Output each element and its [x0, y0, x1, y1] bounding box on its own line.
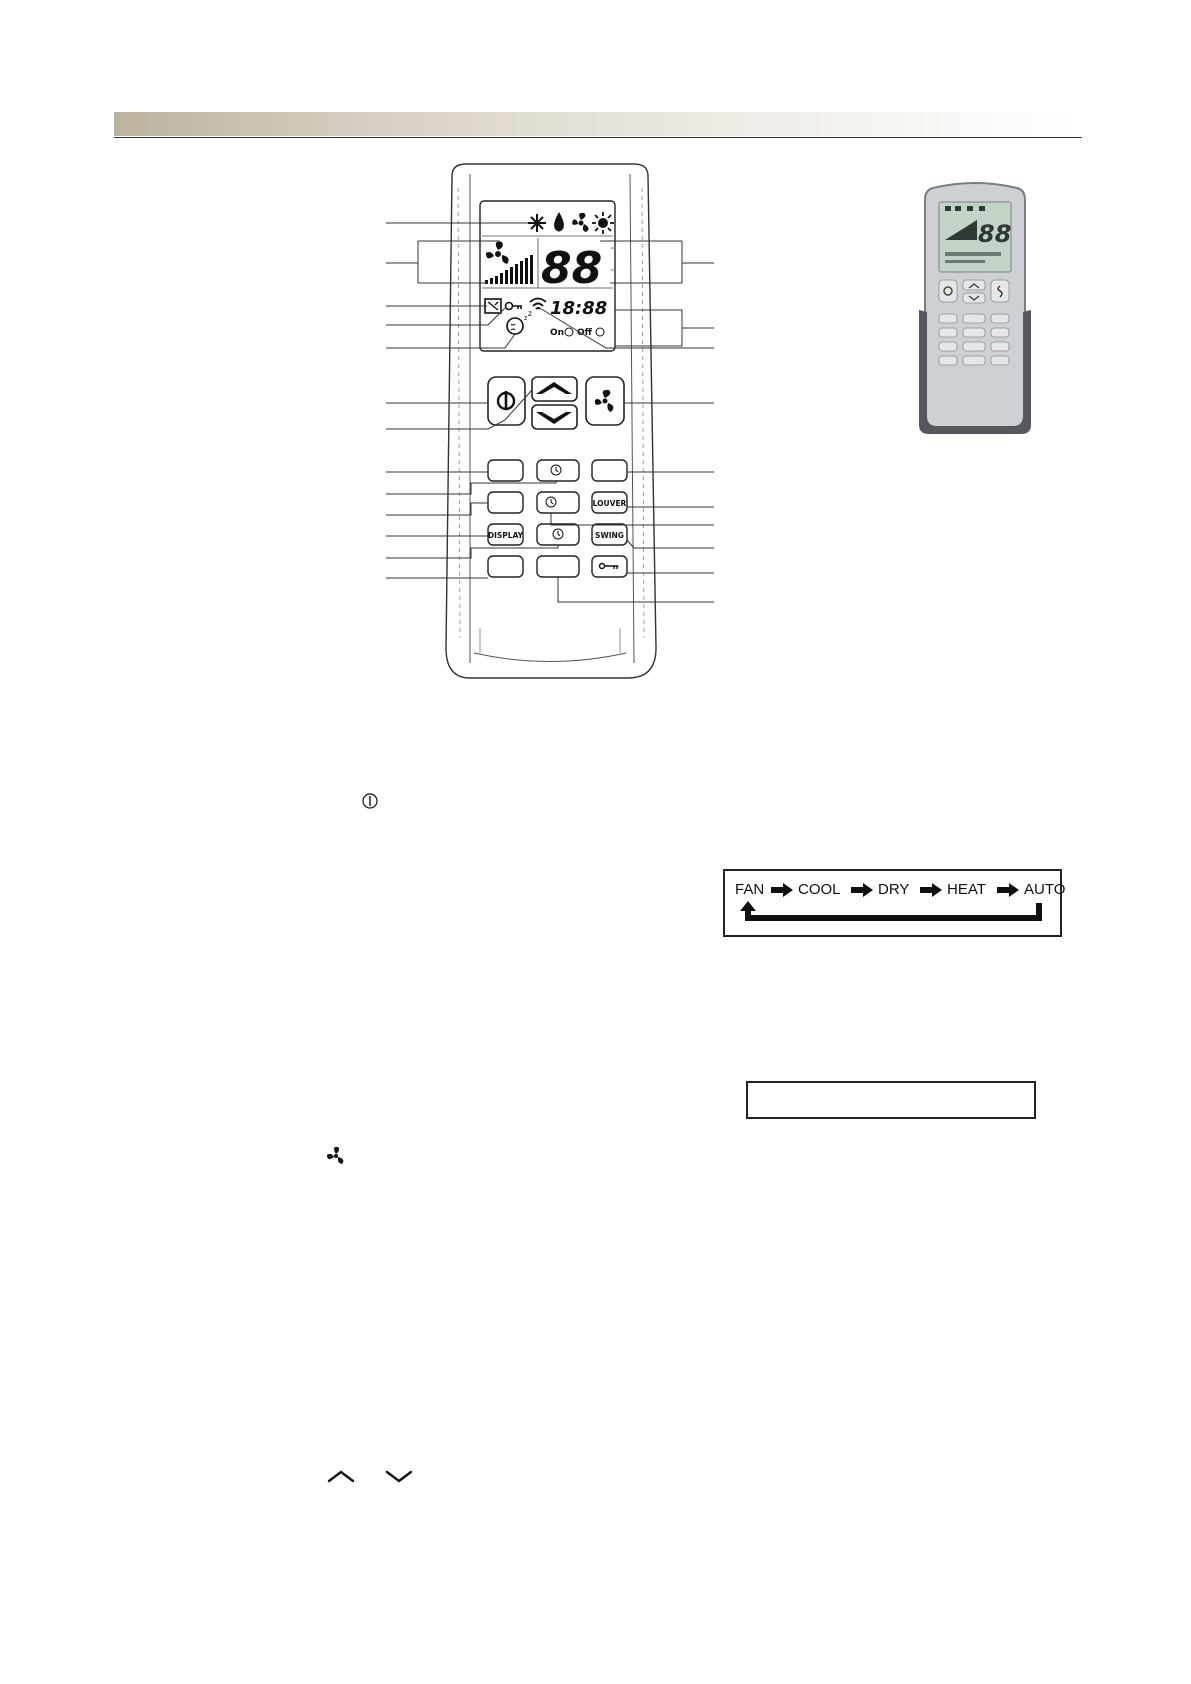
leader-lines-right — [538, 241, 714, 602]
svg-text:z: z — [524, 315, 528, 322]
remote-bottom-curve — [474, 653, 626, 662]
timer-button-1 — [537, 460, 579, 481]
return-arrow-icon — [735, 901, 1055, 931]
fan-speed-icon — [486, 242, 509, 264]
lcd-off-label: Off — [577, 328, 592, 338]
mode-auto-label: AUTO — [1024, 881, 1066, 898]
remote-bottom-panel — [480, 628, 620, 653]
photo-down-button — [963, 293, 985, 303]
sleep-icon — [507, 309, 532, 334]
photo-power-button — [939, 280, 957, 302]
timer-button-2 — [537, 492, 579, 513]
left-button-2 — [488, 492, 523, 513]
arrow-right-icon — [920, 883, 942, 897]
mode-cycle-box — [723, 869, 1066, 937]
svg-text:°: ° — [611, 247, 614, 254]
lcd-on-label: On — [550, 328, 565, 338]
mode-button — [488, 460, 523, 481]
sun-icon — [592, 212, 614, 234]
display-label: DISPLAY — [487, 531, 524, 540]
lcd-clock-digits: 18:88 — [550, 298, 608, 319]
temp-down-button — [532, 405, 577, 429]
arrow-right-icon — [771, 883, 793, 897]
swing-label: SWING — [595, 531, 624, 540]
arrow-right-icon — [997, 883, 1019, 897]
right-button-1 — [592, 460, 627, 481]
drop-icon — [554, 212, 564, 232]
key-icon — [506, 303, 523, 310]
down-chevron-icon — [384, 1468, 414, 1484]
header-rule — [114, 137, 1082, 138]
up-chevron-icon — [326, 1468, 356, 1484]
fan-icon — [325, 1145, 347, 1167]
center-button-4 — [537, 556, 579, 577]
lcd-temp-digits: 88 — [541, 243, 603, 294]
left-button-4 — [488, 556, 523, 577]
svg-text:z: z — [528, 309, 532, 318]
mode-cycle-row — [735, 881, 1066, 901]
photo-up-button — [963, 280, 985, 290]
mode-dry-label: DRY — [878, 881, 910, 898]
key-icon — [600, 564, 619, 570]
power-icon — [498, 391, 514, 410]
filter-icon — [485, 299, 501, 313]
mode-cool-label: COOL — [798, 881, 841, 898]
louver-label: LOUVER — [592, 499, 627, 508]
empty-frame-box — [746, 1081, 1036, 1119]
arrow-right-icon — [851, 883, 873, 897]
fan-speed-bars — [485, 255, 533, 284]
remote-body-dash-left — [458, 188, 460, 638]
up-arrow-icon — [536, 382, 572, 394]
section-header-bar — [114, 112, 1074, 136]
down-arrow-icon — [536, 412, 572, 424]
remote-control-diagram — [370, 158, 730, 733]
fan-icon — [595, 390, 614, 412]
mode-heat-label: HEAT — [947, 881, 986, 898]
power-icon — [361, 792, 379, 810]
snowflake-icon — [528, 214, 546, 232]
fan-icon — [572, 213, 588, 232]
svg-text:°: ° — [611, 269, 614, 276]
temp-up-button — [532, 377, 577, 401]
remote-body-inner-right — [630, 174, 634, 663]
remote-photo — [915, 180, 1035, 435]
mode-fan-label: FAN — [735, 881, 765, 898]
remote-body-dash-right — [642, 188, 644, 638]
photo-temp-digits: 88 — [978, 220, 1012, 248]
